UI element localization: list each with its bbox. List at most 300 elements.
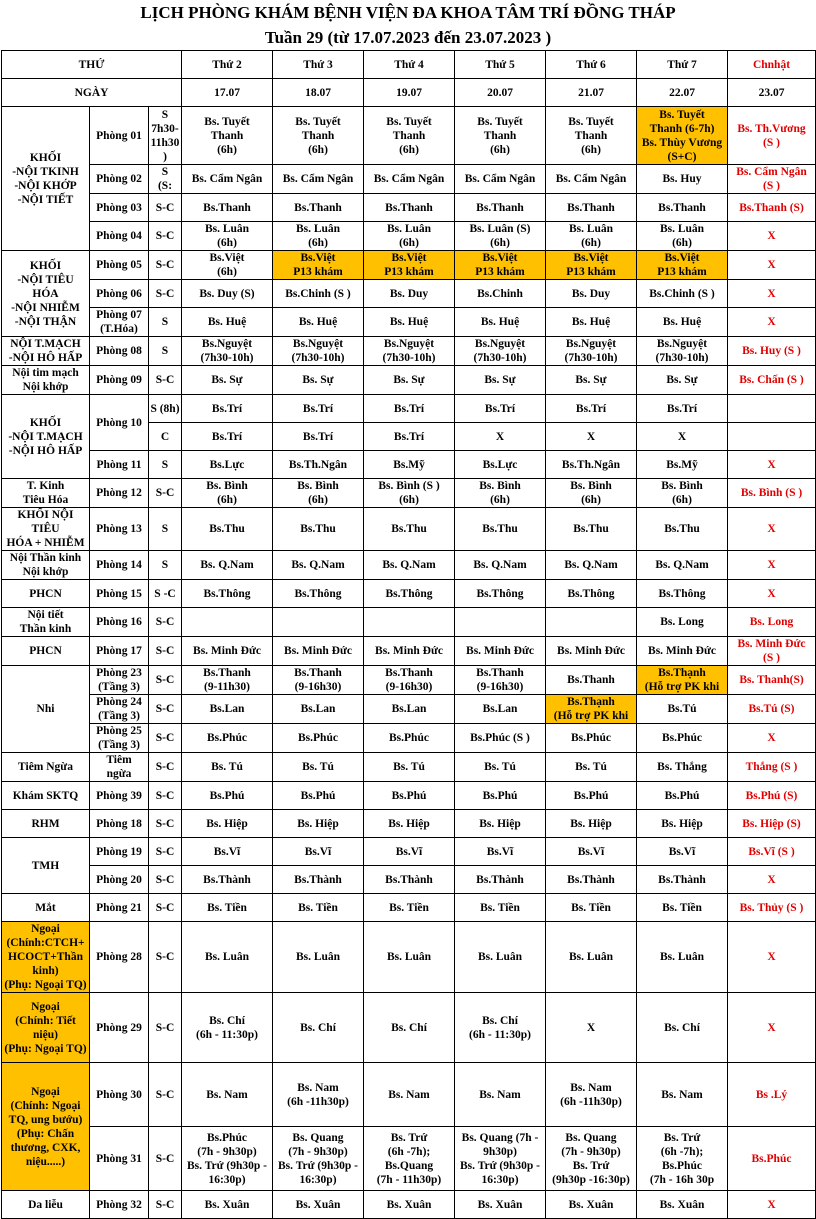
schedule-cell: Bs.Mỹ [364, 451, 455, 479]
department-cell: Ngoại (Chính: Tiết niệu) (Phụ: Ngoại TQ) [2, 993, 90, 1063]
schedule-cell: Bs. Xuân [637, 1191, 728, 1219]
room-cell: Phòng 15 [90, 580, 149, 608]
schedule-cell: Bs.Phúc [273, 724, 364, 753]
schedule-cell: Bs. Minh Đức [273, 637, 364, 666]
schedule-cell: X [728, 580, 816, 608]
schedule-cell: Bs.Thanh (9-16h30) [455, 666, 546, 695]
schedule-cell: Bs.Thanh [455, 194, 546, 222]
schedule-cell: Bs. Chí [273, 993, 364, 1063]
schedule-cell: Bs. Nam [455, 1063, 546, 1127]
schedule-cell: Bs.Mỹ [637, 451, 728, 479]
schedule-cell: Bs. Luân (6h) [182, 222, 273, 251]
schedule-cell: Bs. Q.Nam [455, 551, 546, 580]
schedule-cell: Bs. Nam (6h -11h30p) [273, 1063, 364, 1127]
schedule-cell: Bs.Thu [455, 508, 546, 551]
schedule-cell: Bs.Nguyệt (7h30-10h) [182, 337, 273, 366]
schedule-cell: X [728, 251, 816, 280]
schedule-cell: Bs. Luân [364, 922, 455, 993]
schedule-cell: Bs. Minh Đức [364, 637, 455, 666]
table-row [2, 695, 816, 724]
schedule-cell: Bs.Vĩ [273, 838, 364, 866]
room-cell: Phòng 25 (Tầng 3) [90, 724, 149, 753]
schedule-cell: Bs.Trí [182, 423, 273, 451]
shift-cell: S-C [149, 993, 182, 1063]
header-ngay-label: NGÀY [2, 79, 182, 107]
schedule-cell: Bs. Quang (7h - 9h30p) Bs. Trứ (9h30p -16:30p) [546, 1127, 637, 1191]
room-cell: Phòng 20 [90, 866, 149, 894]
schedule-cell: Bs. Bình (6h) [455, 479, 546, 508]
schedule-cell: Bs. Tiền [546, 894, 637, 922]
schedule-cell: X [728, 922, 816, 993]
shift-cell: S -C [149, 580, 182, 608]
schedule-cell: Bs.Việt P13 khám [364, 251, 455, 280]
schedule-cell: Bs.Lực [182, 451, 273, 479]
header-day: Chnhật [728, 51, 816, 79]
header-day: Thứ 2 [182, 51, 273, 79]
schedule-cell: Bs. Minh Đức [637, 637, 728, 666]
schedule-cell: Bs. Thanh(S) [728, 666, 816, 695]
shift-cell: S-C [149, 479, 182, 508]
schedule-cell: X [728, 551, 816, 580]
header-date: 20.07 [455, 79, 546, 107]
room-cell: Phòng 06 [90, 280, 149, 308]
shift-cell: S [149, 308, 182, 337]
schedule-cell: Bs.Thanh [546, 666, 637, 695]
schedule-cell: Bs.Phúc [546, 724, 637, 753]
schedule-cell: Bs.Thu [182, 508, 273, 551]
table-row [2, 308, 816, 337]
table-row [2, 637, 816, 666]
table-row [2, 107, 816, 165]
schedule-cell: Bs.Thành [273, 866, 364, 894]
shift-cell: S-C [149, 222, 182, 251]
schedule-cell: Bs.Lực [455, 451, 546, 479]
schedule-cell: Bs.Thanh (9-16h30) [273, 666, 364, 695]
room-cell: Phòng 23 (Tầng 3) [90, 666, 149, 695]
schedule-cell: X [728, 993, 816, 1063]
schedule-cell: Bs.Vĩ (S ) [728, 838, 816, 866]
table-row [2, 1191, 816, 1219]
schedule-cell: Bs.Thành [637, 866, 728, 894]
schedule-cell: Bs.Thông [182, 580, 273, 608]
shift-cell: S-C [149, 724, 182, 753]
table-row [2, 479, 816, 508]
room-cell: Phòng 11 [90, 451, 149, 479]
room-cell: Phòng 31 [90, 1127, 149, 1191]
schedule-cell: Bs.Chinh (S ) [273, 280, 364, 308]
schedule-cell: Bs.Việt P13 khám [546, 251, 637, 280]
schedule-cell: Bs. Hiệp [546, 810, 637, 838]
table-row [2, 551, 816, 580]
room-cell: Phòng 18 [90, 810, 149, 838]
schedule-cell: Bs.Thành [546, 866, 637, 894]
schedule-cell: Bs.Việt P13 khám [637, 251, 728, 280]
department-cell: Nội tim mạch Nội khớp [2, 366, 90, 395]
schedule-cell: Bs.Trí [637, 395, 728, 423]
schedule-cell: Bs.Phú [637, 782, 728, 810]
room-cell: Phòng 14 [90, 551, 149, 580]
schedule-cell: Bs. Duy [546, 280, 637, 308]
schedule-cell: Bs. Bình (6h) [182, 479, 273, 508]
shift-cell: S-C [149, 695, 182, 724]
table-row [2, 838, 816, 866]
header-day: Thứ 7 [637, 51, 728, 79]
schedule-cell: Bs. Tuyết Thanh (6-7h) Bs. Thùy Vương (S+C) [637, 107, 728, 165]
schedule-cell: Bs. Hiệp [455, 810, 546, 838]
schedule-cell: Bs. Minh Đức [182, 637, 273, 666]
schedule-cell: Bs. Tiền [455, 894, 546, 922]
shift-cell: S-C [149, 782, 182, 810]
room-cell: Phòng 03 [90, 194, 149, 222]
page-title [0, 0, 816, 50]
department-cell: PHCN [2, 637, 90, 666]
schedule-cell: Bs. Tuyết Thanh (6h) [364, 107, 455, 165]
schedule-cell [728, 395, 816, 423]
department-cell: TMH [2, 838, 90, 894]
schedule-cell: X [455, 423, 546, 451]
schedule-cell: Bs. Luân (6h) [273, 222, 364, 251]
schedule-cell: Bs.Thu [273, 508, 364, 551]
schedule-cell: Bs. Bình (6h) [637, 479, 728, 508]
schedule-cell: Bs. Xuân [455, 1191, 546, 1219]
schedule-cell: Bs.Thanh [273, 194, 364, 222]
schedule-cell: Bs. Tú [364, 753, 455, 782]
schedule-cell: Bs.Thanh [546, 194, 637, 222]
schedule-cell: Bs. Huệ [364, 308, 455, 337]
schedule-cell: X [728, 451, 816, 479]
schedule-cell: Bs. Tuyết Thanh (6h) [455, 107, 546, 165]
shift-cell: S-C [149, 366, 182, 395]
schedule-cell: Bs. Xuân [546, 1191, 637, 1219]
department-cell: Mắt [2, 894, 90, 922]
schedule-cell: Bs.Chinh [455, 280, 546, 308]
table-row [2, 608, 816, 637]
table-row [2, 866, 816, 894]
table-row [2, 165, 816, 194]
department-cell: KHỐI -NỘI TIÊU HÓA -NỘI NHIỄM -NỘI THẬN [2, 251, 90, 337]
schedule-cell: Bs. Tiền [637, 894, 728, 922]
schedule-cell: Bs.Lan [182, 695, 273, 724]
schedule-cell: Bs. Bình (S ) [728, 479, 816, 508]
shift-cell: S-C [149, 251, 182, 280]
schedule-cell: Bs.Thu [637, 508, 728, 551]
room-cell: Phòng 13 [90, 508, 149, 551]
schedule-cell: Bs. Tú [273, 753, 364, 782]
schedule-cell: Bs.Phúc [182, 724, 273, 753]
schedule-cell: Bs. Duy (S) [182, 280, 273, 308]
schedule-cell: Bs. Luân (6h) [546, 222, 637, 251]
schedule-cell: Bs.Việt (6h) [182, 251, 273, 280]
department-cell: PHCN [2, 580, 90, 608]
schedule-cell: Bs.Việt P13 khám [273, 251, 364, 280]
table-row [2, 993, 816, 1063]
schedule-cell: Bs. Q.Nam [546, 551, 637, 580]
schedule-cell: Bs. Cẩm Ngân [364, 165, 455, 194]
schedule-cell: Bs. Tiền [364, 894, 455, 922]
header-row-dates [2, 79, 816, 107]
schedule-cell: X [728, 866, 816, 894]
shift-cell: S [149, 551, 182, 580]
schedule-cell: Bs. Cẩm Ngân [455, 165, 546, 194]
schedule-cell: Bs. Huệ [637, 308, 728, 337]
schedule-cell: Bs. Trứ (6h -7h); Bs.Quang (7h - 11h30p) [364, 1127, 455, 1191]
room-cell: Phòng 01 [90, 107, 149, 165]
room-cell: Phòng 09 [90, 366, 149, 395]
shift-cell: S-C [149, 666, 182, 695]
shift-cell: S-C [149, 894, 182, 922]
schedule-cell: Bs.Phúc (S ) [455, 724, 546, 753]
header-thu-label: THỨ [2, 51, 182, 79]
shift-cell: S-C [149, 1127, 182, 1191]
room-cell: Phòng 17 [90, 637, 149, 666]
shift-cell: S-C [149, 194, 182, 222]
schedule-cell: Bs. Minh Đức (S ) [728, 637, 816, 666]
schedule-cell [273, 608, 364, 637]
room-cell: Phòng 05 [90, 251, 149, 280]
schedule-cell: Bs. Cẩm Ngân [273, 165, 364, 194]
schedule-cell: Bs.Thông [273, 580, 364, 608]
room-cell: Phòng 39 [90, 782, 149, 810]
room-cell: Tiêm ngừa [90, 753, 149, 782]
schedule-cell: Bs. Cẩm Ngân (S ) [728, 165, 816, 194]
schedule-cell: Bs.Thanh [364, 194, 455, 222]
schedule-cell: Bs. Luân [273, 922, 364, 993]
schedule-cell: Bs. Nam (6h -11h30p) [546, 1063, 637, 1127]
table-row [2, 1127, 816, 1191]
schedule-cell: Bs.Phú [546, 782, 637, 810]
schedule-cell: Bs.Thành [364, 866, 455, 894]
shift-cell: S [149, 451, 182, 479]
schedule-cell: Bs.Nguyệt (7h30-10h) [364, 337, 455, 366]
schedule-cell: Bs.Vĩ [546, 838, 637, 866]
schedule-cell: Bs. Tú [546, 753, 637, 782]
header-day: Thứ 4 [364, 51, 455, 79]
shift-cell: S-C [149, 1063, 182, 1127]
schedule-cell: Bs.Thông [637, 580, 728, 608]
schedule-cell: Bs.Thành [455, 866, 546, 894]
schedule-cell: Bs. Minh Đức [546, 637, 637, 666]
schedule-cell: Bs. Luân (6h) [637, 222, 728, 251]
schedule-cell: Bs. Luân [546, 922, 637, 993]
schedule-cell: Bs.Lan [364, 695, 455, 724]
header-date: 17.07 [182, 79, 273, 107]
schedule-cell: Bs. Hiệp [637, 810, 728, 838]
header-date: 19.07 [364, 79, 455, 107]
table-row [2, 280, 816, 308]
schedule-cell: Bs. Hiệp [364, 810, 455, 838]
room-cell: Phòng 30 [90, 1063, 149, 1127]
department-cell: Nội Thần kinh Nội khớp [2, 551, 90, 580]
table-row [2, 337, 816, 366]
schedule-cell: Bs.Phúc [728, 1127, 816, 1191]
shift-cell: S-C [149, 753, 182, 782]
schedule-cell: Bs. Duy [364, 280, 455, 308]
schedule-cell: Bs.Trí [273, 423, 364, 451]
schedule-cell: Bs.Vĩ [182, 838, 273, 866]
room-cell: Phòng 08 [90, 337, 149, 366]
schedule-cell: Bs. Chí [364, 993, 455, 1063]
header-date: 18.07 [273, 79, 364, 107]
schedule-cell: Bs. Tiền [273, 894, 364, 922]
schedule-cell: Bs. Huệ [546, 308, 637, 337]
schedule-cell: Bs. Bình (6h) [546, 479, 637, 508]
table-row [2, 753, 816, 782]
header-date: 21.07 [546, 79, 637, 107]
department-cell: T. Kinh Tiêu Hóa [2, 479, 90, 508]
header-date: 22.07 [637, 79, 728, 107]
schedule-cell: Bs. Tuyết Thanh (6h) [182, 107, 273, 165]
schedule-cell: Bs. Minh Đức [455, 637, 546, 666]
department-cell: KHỐI NỘI TIÊU HÓA + NHIỄM [2, 508, 90, 551]
schedule-cell: Bs. Xuân [182, 1191, 273, 1219]
schedule-cell: Bs.Lan [273, 695, 364, 724]
department-cell: Nhi [2, 666, 90, 753]
table-row [2, 251, 816, 280]
schedule-cell: X [728, 280, 816, 308]
schedule-cell: Bs.Tú [637, 695, 728, 724]
schedule-cell: Bs.Trí [364, 423, 455, 451]
schedule-cell: Bs. Nam [637, 1063, 728, 1127]
schedule-cell: Bs. Huệ [182, 308, 273, 337]
schedule-cell: Bs. Hiệp (S) [728, 810, 816, 838]
department-cell: Da liễu [2, 1191, 90, 1219]
schedule-cell: Bs.Trí [273, 395, 364, 423]
schedule-cell: Bs. Q.Nam [637, 551, 728, 580]
schedule-cell [182, 608, 273, 637]
room-cell: Phòng 24 (Tầng 3) [90, 695, 149, 724]
schedule-cell: Bs. Cẩm Ngân [546, 165, 637, 194]
schedule-cell: Bs. Quang (7h - 9h30p) Bs. Trứ (9h30p - 16:30p) [273, 1127, 364, 1191]
department-cell: Tiêm Ngừa [2, 753, 90, 782]
schedule-cell: Bs.Phú [455, 782, 546, 810]
schedule-cell: Bs. Nam [364, 1063, 455, 1127]
schedule-cell: Bs. Thủy (S ) [728, 894, 816, 922]
schedule-cell: Bs.Phúc (7h - 9h30p) Bs. Trứ (9h30p - 16:30p) [182, 1127, 273, 1191]
schedule-cell: Bs. Sự [364, 366, 455, 395]
shift-cell: S-C [149, 838, 182, 866]
schedule-cell: X [728, 1191, 816, 1219]
shift-cell: S-C [149, 866, 182, 894]
schedule-cell: X [546, 423, 637, 451]
schedule-cell: Bs.Lan [455, 695, 546, 724]
schedule-cell: Bs.Nguyệt (7h30-10h) [546, 337, 637, 366]
schedule-cell: Bs.Th.Ngân [273, 451, 364, 479]
schedule-cell: Bs.Trí [182, 395, 273, 423]
schedule-cell [546, 608, 637, 637]
department-cell: RHM [2, 810, 90, 838]
schedule-cell: Bs.Vĩ [455, 838, 546, 866]
table-row [2, 1063, 816, 1127]
room-cell: Phòng 04 [90, 222, 149, 251]
department-cell: Ngoại (Chính:CTCH+ HCOCT+Thần kinh) (Phụ: Ngoại TQ) [2, 922, 90, 993]
schedule-cell: Bs.Th.Ngân [546, 451, 637, 479]
schedule-cell: Bs. Hiệp [273, 810, 364, 838]
room-cell: Phòng 12 [90, 479, 149, 508]
table-row [2, 666, 816, 695]
schedule-cell: Bs. Thắng [637, 753, 728, 782]
room-cell: Phòng 07 (T.Hóa) [90, 308, 149, 337]
schedule-cell: Bs. Chí (6h - 11:30p) [455, 993, 546, 1063]
schedule-cell: Bs.Phú (S) [728, 782, 816, 810]
schedule-cell: Bs.Nguyệt (7h30-10h) [273, 337, 364, 366]
schedule-cell: Bs.Thanh (S) [728, 194, 816, 222]
table-row [2, 894, 816, 922]
schedule-cell: Bs. Huy (S ) [728, 337, 816, 366]
schedule-cell: Bs. Xuân [273, 1191, 364, 1219]
schedule-cell: Bs. Xuân [364, 1191, 455, 1219]
schedule-cell: Bs.Thanh [637, 194, 728, 222]
shift-cell: S 7h30- 11h30 ) [149, 107, 182, 165]
schedule-cell: Bs. Luân [182, 922, 273, 993]
schedule-cell: Bs.Thanh (9-16h30) [364, 666, 455, 695]
schedule-cell: Bs. Huy [637, 165, 728, 194]
schedule-cell: Bs. Luân [637, 922, 728, 993]
schedule-cell: Bs. Tú [182, 753, 273, 782]
schedule-cell: Bs.Nguyệt (7h30-10h) [637, 337, 728, 366]
schedule-cell: Bs.Trí [455, 395, 546, 423]
room-cell: Phòng 10 [90, 395, 149, 451]
schedule-cell: Bs.Thanh [182, 194, 273, 222]
schedule-cell: Bs. Luân (6h) [364, 222, 455, 251]
schedule-cell: Bs. Sự [182, 366, 273, 395]
room-cell: Phòng 16 [90, 608, 149, 637]
schedule-cell: X [637, 423, 728, 451]
schedule-cell: Bs.Trí [546, 395, 637, 423]
shift-cell: S (S: [149, 165, 182, 194]
schedule-cell: Bs. Chí (6h - 11:30p) [182, 993, 273, 1063]
schedule-cell: Bs. Sự [273, 366, 364, 395]
shift-cell: S (8h) [149, 395, 182, 423]
schedule-cell: Bs.Phú [364, 782, 455, 810]
shift-cell: S-C [149, 637, 182, 666]
table-row [2, 782, 816, 810]
department-cell: KHỐI -NỘI T.MẠCH -NỘI HÔ HẤP [2, 395, 90, 479]
shift-cell: S-C [149, 922, 182, 993]
title-line-2: Tuần 29 (từ 17.07.2023 đến 23.07.2023 ) [264, 28, 552, 47]
room-cell: Phòng 02 [90, 165, 149, 194]
schedule-cell: Bs. Cẩm Ngân [182, 165, 273, 194]
header-row-days [2, 51, 816, 79]
table-row [2, 508, 816, 551]
schedule-table [1, 50, 816, 1219]
shift-cell: S-C [149, 810, 182, 838]
shift-cell: S-C [149, 280, 182, 308]
schedule-cell: Bs. Huệ [273, 308, 364, 337]
schedule-cell: Bs.Thông [546, 580, 637, 608]
schedule-cell: Bs. Trứ (6h -7h); Bs.Phúc (7h - 16h 30p [637, 1127, 728, 1191]
schedule-cell: Bs.Vĩ [637, 838, 728, 866]
schedule-cell: Bs.Phú [182, 782, 273, 810]
schedule-cell: Bs.Thu [364, 508, 455, 551]
department-cell: Ngoại (Chính: Ngoại TQ, ung bướu) (Phụ: Chấn thương, CXK, niệu.....) [2, 1063, 90, 1191]
schedule-cell [364, 608, 455, 637]
schedule-cell: Bs. Q.Nam [364, 551, 455, 580]
schedule-cell: Bs.Phúc [364, 724, 455, 753]
department-cell: Nội tiết Thần kinh [2, 608, 90, 637]
table-row [2, 395, 816, 423]
schedule-cell: Bs.Thạnh (Hỗ trợ PK khi [546, 695, 637, 724]
schedule-cell: Bs. Chấn (S ) [728, 366, 816, 395]
shift-cell: S-C [149, 608, 182, 637]
shift-cell: S [149, 508, 182, 551]
title-line-1: LỊCH PHÒNG KHÁM BỆNH VIỆN ĐA KHOA TÂM TRÍ ĐỒNG THÁP [140, 3, 676, 22]
schedule-cell: Bs.Việt P13 khám [455, 251, 546, 280]
schedule-cell: Bs. Sự [637, 366, 728, 395]
header-day: Thứ 5 [455, 51, 546, 79]
schedule-cell [455, 608, 546, 637]
schedule-cell: X [728, 222, 816, 251]
room-cell: Phòng 28 [90, 922, 149, 993]
